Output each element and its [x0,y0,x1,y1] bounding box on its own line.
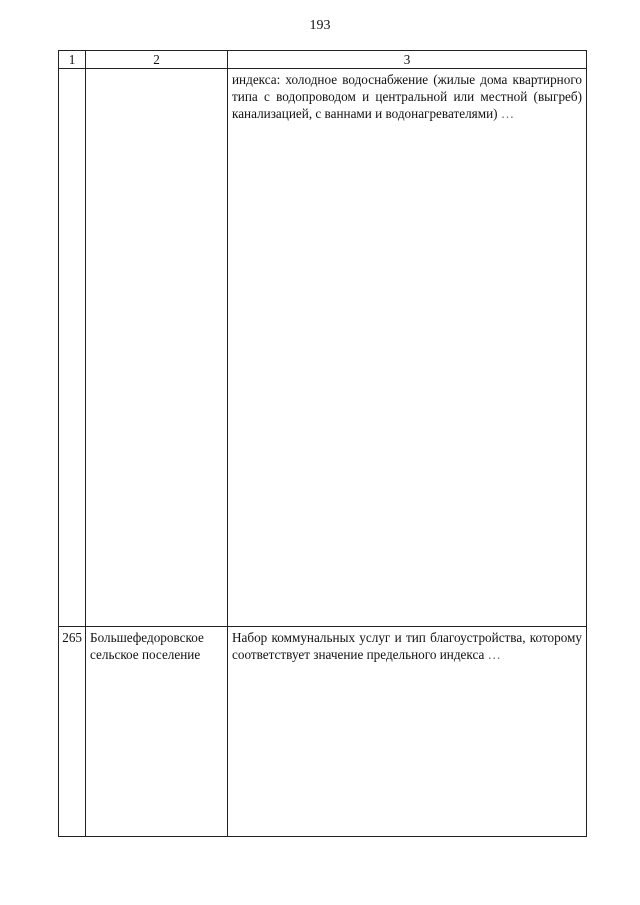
header-col-3: 3 [228,51,587,69]
table-row [59,69,587,627]
row-number [59,69,86,627]
table-header-row [59,51,587,69]
municipality-name [86,69,228,627]
header-col-2: 2 [86,51,228,69]
table-row [59,627,587,837]
row-description [228,627,587,837]
municipality-name: Большефедоровское сельское поселение [86,627,228,837]
page-number: 193 [309,18,331,33]
excerpt-paragraph: индекса: холодное водоснабжение (жилые дома квартирного типа с водопроводом и центральной или местной (выгреб) канализацией, с ваннами и водонагревателями) … [232,71,582,122]
row-description [228,69,587,627]
tariff-table [58,50,587,837]
header-col-1: 1 [59,51,86,69]
excerpt-paragraph: Набор коммунальных услуг и тип благоустройства, которому соответствует значение предельного индекса … [232,629,582,663]
row-number: 265 [59,627,86,837]
